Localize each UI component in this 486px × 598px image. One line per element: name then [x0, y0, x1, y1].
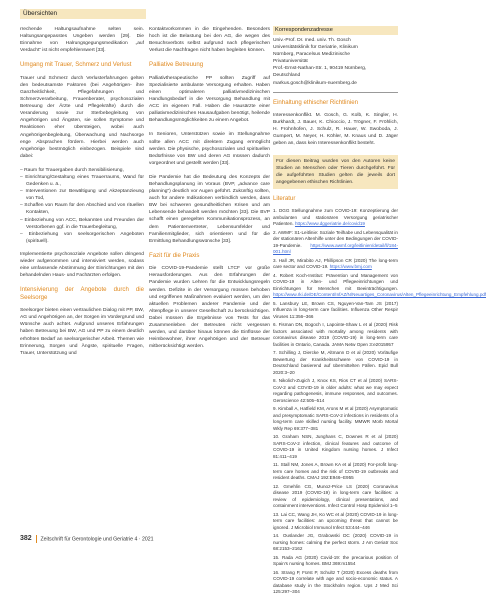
address-line: Prof.-Ernst-Nathan-Str. 1, 90419 Nürnberg, [273, 66, 367, 72]
divider [273, 92, 398, 93]
section-heading: Intensivierung der Angebote durch die Seelsorge [20, 286, 144, 301]
reference-text: Strang P, Fürst P, Schultz T (2020) Excess deaths from COVID-19 correlate with age and socio-economic status. A database study in the Stockholm region. Ups J Med Sci 125:297–304 [273, 569, 399, 595]
reference-item [273, 322, 398, 348]
reference-text: Hall JR, Mirabito AJ, Phillipson CR (2020) The long-term care sector and COVID-19. [273, 257, 398, 270]
reference-text: Lansbury LE, Brown CS, Nguyen-Van-Tam JS (2017) Influenza in long-term care facilities. Influenza Other Respir Viruses 11:356–366 [273, 300, 398, 319]
column-3 [273, 26, 486, 598]
reference-item [273, 230, 398, 256]
reference-text: Rada AG (2020) Covid-19: the precarious position of Spain’s nursing homes. BMJ 369:m1554 [273, 554, 398, 567]
paragraph: Implementierte psychosoziale Angebote sollen dringend wieder aufgenommen und intensiviert werden, sodass eine umfassende Abstimmung der Einrichtungen mit den behandelnden Haus- und Fachärzten erfolgen. [20, 251, 144, 279]
literature-heading: Literatur [273, 194, 296, 202]
reference-item [273, 570, 398, 596]
reference-text: Kimball A, Hatfield KM, Arons M et al (2020) Asymptomatic and presymptomatic SARS-CoV-2 infections in residents of a long-term care skilled nursing facility. MMWR Morb Mortal Wkly Rep 69:377–381 [273, 406, 398, 431]
column-1 [20, 26, 144, 364]
bullet-item: – Interventionen zur Bewältigung und Akzeptanzieung von Tod, [20, 189, 144, 202]
bullet-list [20, 167, 144, 245]
reference-item [273, 533, 398, 553]
paragraph: Die Pandemie hat die Bedeutung des Konzepts der Behandlungsplanung im Voraus (BVP, „advance care planning“) deutlich vor Augen geführt. Zukünftig sollten, auch für andere Indikationen verbindlich werden, dass BW bei schweren gesundheitlichen Krisen und am Lebensende behandelt werden möchten [33]. Die BVP schafft einen geregelten Kommunikationsprozess, an dem Patientenvertreter, Lebensumfelder und Familienmitglieder, sich orientieren und für die Ermittlung Behandlungswünsche [33]. [149, 174, 270, 244]
bullet-item: – Einbeziehung von seelsorgerischen Angeboten (spirituell). [20, 231, 144, 244]
reference-link[interactable]: https://www.dggeriatrie.de/covid19 [294, 221, 365, 227]
reference-text: Ouslander JG, Grabowski DC (2020) COVID-19 in nursing homes: calming the perfect storm. J Am Geriatr Soc 68:2153–2162 [273, 533, 399, 552]
paragraph: rrechende Haltungsaufnahme selten sein. Haltungsangepasstes Ungeben werden [29]. Die Einnahme von Halrungsgegungsmedikation „auf Verdacht“ ist nicht empfehlenswert [33]. [20, 27, 144, 54]
reference-number: 10. [273, 434, 280, 440]
bullet-item: – Raum für Trauergaben durch Sensibilisierung, [20, 167, 124, 173]
reference-link[interactable]: https://www.awmf.org/leitlinien/detail/ll/184-001.html [273, 242, 398, 255]
footer-separator [36, 535, 37, 543]
reference-text: Graham NSN, Junghans C, Downes R et al (2020) SARS-CoV-2 infection, clinical features and outcome of COVID-19 in United Kingdom nursing homes. J Infect 81:411–419 [273, 434, 398, 459]
paragraph: Trauer und Schmerz durch Verlusterfahrungen gelten den bedeutsamste Faktoren (bei Angehörigen- ihre Ganzheitlichkeit, Pflegefahrungen und Schmerzverarbeitung, Frauenberater, psychosozialen Betreuung der Ärzte und Pflegekräfte) durch die Veranderung sowie zur Sterbebegleitung von Angehörigen und Ängsten, sie sollen Symptome und Reaktionen eher übersteigen, wobei auch Angehörigenbegleitung, Überwachung und Nachsorge enge Absprachen fördern. Hierbei werden auch Angehörige bestmöglich einbezogen. Beispiele sind dabei: [20, 75, 144, 159]
reference-list [273, 208, 486, 596]
reference-text: Lai CC, Wang JH, Ko WC et al (2020) COVID-19 in long-term care facilities: an upcoming threat that cannot be ignored. J Microbiol Immunol Infect 53:444–446 [273, 511, 398, 530]
section-tag: Übersichten [20, 9, 146, 19]
reference-item [273, 208, 398, 228]
section-heading: Fazit für die Praxis [149, 251, 200, 259]
reference-number: 9. [273, 406, 277, 412]
paragraph: In Senioren, Unterstützen sowie im Stellungnahme sollte allen ACC mit direktem Zugang ermöglicht werden. Die physische, psychosozialen und spirituellen Bedürfnisse von BW und deren AG müssen dadurch vorgeordnet und gestellt werden [33]. [149, 132, 270, 166]
ethics-note-box [273, 155, 398, 189]
reference-number: 12. [273, 483, 280, 489]
address-line: Nürnberg, Paracelsus Medizinische [273, 52, 350, 58]
reference-link[interactable]: https://www.rki.de/DE/Content/InfAZ/N/Neuartiges_Coronavirus/Alten_Pflegeeinrichtung_Empfehlung.pdf [273, 292, 486, 298]
reference-number: 1. [273, 208, 277, 214]
reference-number: 5. [273, 300, 277, 306]
paragraph: Seelsorger bieten einen vertraulichen Dialog mit PP, BW, AG und Angehörigen an, der Sorgen im Vordergrund und Wünsche auch achtet. Aufgrund unseres Erfahrungen haben Betreuung bei BW, AG und PP zu einem deutlich erhöhten Bedarf an seelsorgerischer Arbeit. Themen wie Erinnerung, Sorgen und Ängste, spirituelle Fragen, Trauer, Unterstützung und [20, 308, 144, 356]
reference-text: Stall NM, Jones A, Brown KA et al (2020) For-profit long-term care homes and the risk of COVID-19 outbreaks and resident deaths. CMAJ 192:E946–E955 [273, 462, 398, 481]
bullet-item: – Einrichtung/Gestaltung eines Trauerraums, Wand für Gedenken u. ä., [20, 175, 144, 188]
reference-item [273, 484, 398, 510]
paragraph: Die COVID-19-Pandemie stellt LTCF vor große Herausforderungen. Aus den Erfahrungen der Pandemie wurden Lehren für die Entwicklungsregeln werden. Defizite in der Versorgung müssen behoben und ergriffenen Maßnahmen evaluiert werden, um den aktuellen Problemen anderer Pandemie und der Altenpflege in unserer Gesellschaft zu berücksichtigen. Dabei müssen die Ergebnisse von Tests für das Zusammenleben der Betreuten nicht vergessen werden, und darüber hinaus können die Einflüsse der Heimbewohner, ihrer Angehörigen und der Betreuer mitberücksichtigt werden. [149, 266, 270, 350]
reference-text: Robert Koch-Institut: Prävention und Management von COVID-19 in Alten- und Pflegeeinrichtungen und Einrichtungen für Menschen mit Beeinträchtigungen. [273, 272, 399, 291]
contact-email[interactable]: markus.gosch@klinikum-nuernberg.de [273, 80, 357, 86]
address-line: Univ.-Prof. Dr. med. univ. Th. Gosch [273, 38, 351, 43]
reference-item [273, 272, 486, 299]
reference-item [273, 406, 398, 432]
section-heading: Umgang mit Trauer, Schmerz und Verlust [20, 61, 132, 69]
reference-number: 14. [273, 533, 280, 539]
page-number: 382 [20, 535, 32, 543]
reference-number: 7. [273, 350, 277, 356]
reference-item [273, 555, 398, 568]
section-heading: Palliative Betreuung [149, 61, 204, 69]
reference-number: 15. [273, 554, 280, 560]
reference-text: Fisman DN, Bogoch I, Lapointe-Shaw L et al (2020) Risk factors associated with mortality among residents with coronavirus disease 2019 (COVID-19) in long-term care facilities in Ontario, Canada. JAMA Netw Open 3:e2015957 [273, 322, 398, 347]
reference-text: DGG Stellungnahme zum COVID-19: Konzeptierung der ambulanten und stationären Versorgung geriatrischer Patienten. [273, 208, 398, 227]
reference-number: 11. [273, 462, 280, 468]
paragraph: Palliativtherapeutische PP sollten Zugriff auf Spezialisierte ambulante Versorgung erhalten. Haben einen optimaleren palliativmedizinischen Handlungsbedarf in die Versorgung Behandlung mit ACC im eigenen Fall. Haben die Hausärzte einer palliativmedizinischen Hausaufgaben benötigt, heilende Behandlungsmöglichkeiten zu einem Angebot. [149, 75, 270, 124]
reference-text: Schilling J, Diercke M, Altmann D et al (2020) Vorläufige Bewertung der Krankheitsschwere von COVID-19 in Deutschland basierend auf übermittelten Fällen. Epid Bull 2020:3–20 [273, 350, 399, 375]
bullet-item: – Schaffen von Raum für den Abschied und von rituellen Kontakten, [20, 203, 144, 216]
bullet-item: – Einbeziehung von ACC, Bekannten und Freunden der Verstorbenen ggf. in die Trauerbegleitung, [20, 217, 144, 230]
address-line: Deutschland [273, 73, 301, 79]
journal-name: Zeitschrift für Gerontologie und Geriatrie 4 · 2021 [40, 536, 154, 543]
paragraph: Kontaktvorkommen in die Eingehenden. Besonders hoch ist die Belastung bei den AG, die wegen des Besuchsverbots selbst aufgrund nach pflegerischen Verlust die Nachfragen nicht haben begleiten können. [149, 27, 270, 54]
address-line: Privatuniversität [273, 59, 308, 65]
reference-number: 3. [273, 257, 277, 263]
reference-link[interactable]: https://www.bmj.com [329, 264, 372, 270]
reference-number: 13. [273, 511, 280, 517]
reference-number: 4. [273, 272, 277, 278]
reference-item [273, 258, 398, 271]
reference-item [273, 378, 398, 404]
page-footer [20, 535, 154, 543]
reference-text: Nikolich-Zugich J, Knox KS, Rios CT et al (2020) SARS-CoV-2 and COVID-19 in older adults: what we may expect regarding pathogenesis, immune responses, and outcomes. Geroscience 42:505–514 [273, 378, 398, 403]
contact-address [273, 37, 398, 87]
ethics-note: Für diesen Beitrag wurden von den Autoren keine Studien an Menschen oder Tieren durchgeführt. Für die aufgeführten Studien gelten die jeweils dort angegebenen ethischen Richtlinien. [276, 158, 395, 185]
reference-number: 8. [273, 378, 277, 384]
reference-item [273, 434, 398, 460]
reference-item [273, 350, 398, 376]
contact-header: Korrespondenzadresse [273, 26, 398, 35]
reference-item [273, 301, 398, 321]
column-2 [149, 26, 270, 357]
ethics-heading: Einhaltung ethischer Richtlinien [273, 98, 359, 106]
reference-number: 2. [273, 229, 277, 235]
address-line: Universitätsklinik für Geriatrie, Klinikum [273, 45, 358, 51]
reference-item [273, 512, 398, 532]
ethics-text: Interessenkonflikt. M. Gosch, G. Kolb, K. Singler, H. Burkhardt, J. Bauer, K. Chioccio, J. Trögner, F. Fröhlich, H. Frohnhofen, J. Schulz, R. Hauer, W. Swoboda, J. Gumpert, M. Neyer, H. Köhler, M. Knaus und D. Jäger geben an, dass kein Interessenkonflikt besteht. [273, 113, 398, 147]
reference-number: 16. [273, 569, 280, 575]
reference-text: Gmehlin CG, Munoz-Price LS (2020) Coronavirus disease 2019 (COVID-19) in long-term care facilities: a review of epidemiology, clinical presentations, and containment interventions. Infect Control Hosp Epidemiol 1–5 [273, 483, 398, 509]
reference-text: AWMF: S1-Leitlinie: Soziale Teilhabe und Lebensqualität in der stationären Altenhilfe unter den Bedingungen der COVID-19-Pandemie. [273, 229, 398, 248]
reference-item [273, 462, 398, 482]
reference-number: 6. [273, 322, 277, 328]
